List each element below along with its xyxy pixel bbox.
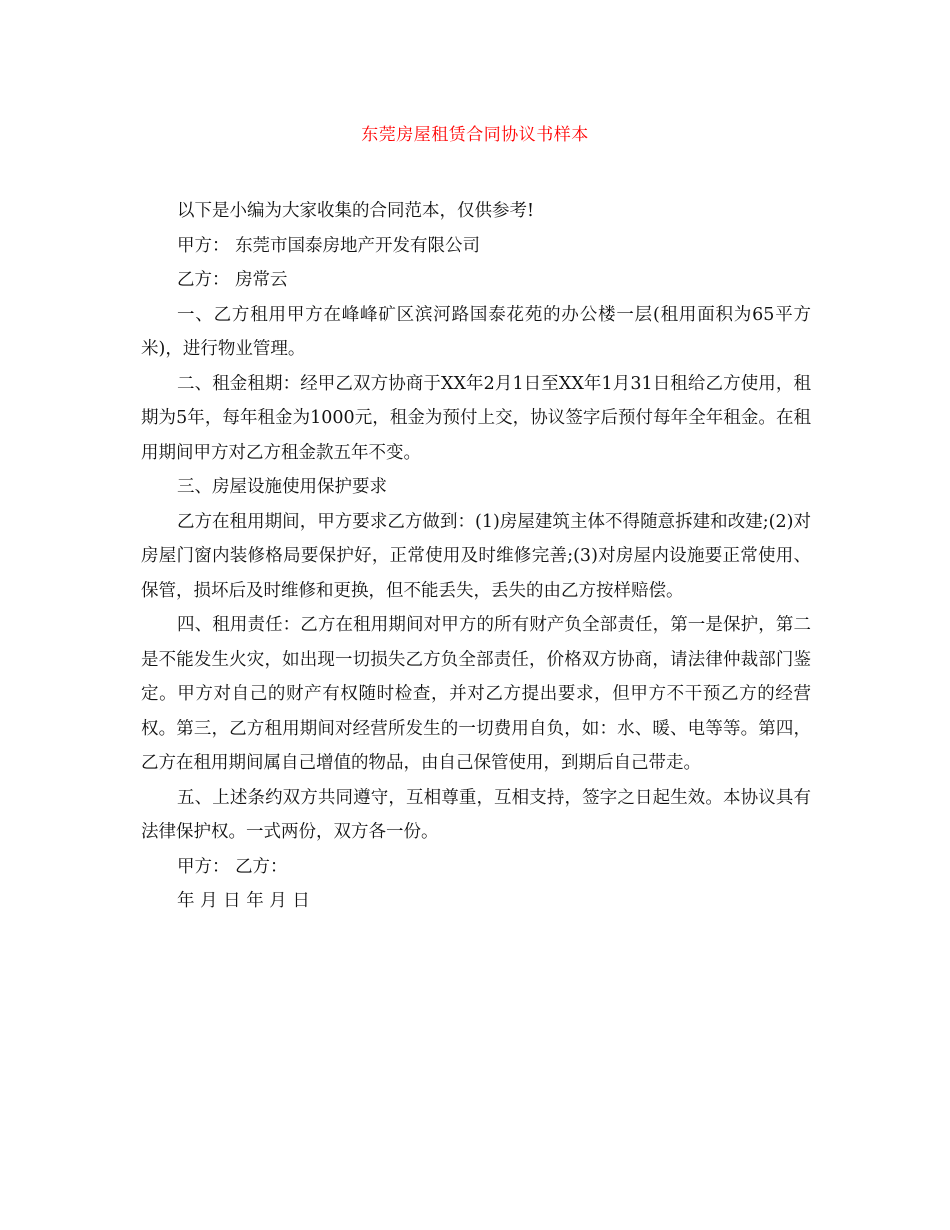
- document-title: 东莞房屋租赁合同协议书样本: [361, 125, 589, 145]
- party-b-line: 乙方： 房常云: [177, 270, 288, 290]
- clause-3-paragraph: 乙方在租用期间，甲方要求乙方做到：(1)房屋建筑主体不得随意拆建和改建;(2)对房屋门窗内装修格局要保护好，正常使用及时维修完善;(3)对房屋内设施要正常使用、保管，损坏后及时维修和更换，但不能丢失，丢失的由乙方按样赔偿。: [141, 511, 811, 601]
- clause-2-paragraph: 二、租金租期：经甲乙双方协商于XX年2月1日至XX年1月31日租给乙方使用，租期为5年，每年租金为1000元，租金为预付上交，协议签字后预付每年全年租金。在租用期间甲方对乙方租金款五年不变。: [141, 373, 811, 463]
- party-a-line: 甲方： 东莞市国泰房地产开发有限公司: [177, 235, 481, 256]
- signature-line: 甲方： 乙方：: [177, 856, 288, 877]
- intro-paragraph: 以下是小编为大家收集的合同范本，仅供参考!: [177, 201, 535, 221]
- clause-3-heading: 三、房屋设施使用保护要求: [177, 477, 387, 497]
- clause-5-paragraph: 五、上述条约双方共同遵守，互相尊重，互相支持，签字之日起生效。本协议具有法律保护权。一式两份，双方各一份。: [141, 787, 811, 842]
- document-body: [141, 194, 811, 919]
- date-line: 年 月 日 年 月 日: [177, 891, 310, 911]
- clause-4-paragraph: 四、租用责任：乙方在租用期间对甲方的所有财产负全部责任，第一是保护，第二是不能发生火灾，如出现一切损失乙方负全部责任，价格双方协商，请法律仲裁部门鉴定。甲方对自己的财产有权随时检查，并对乙方提出要求，但甲方不干预乙方的经营权。第三，乙方租用期间对经营所发生的一切费用自负，如：水、暖、电等等。第四，乙方在租用期间属自己增值的物品，由自己保管使用，到期后自己带走。: [141, 615, 811, 773]
- clause-1-paragraph: 一、乙方租用甲方在峰峰矿区滨河路国泰花苑的办公楼一层(租用面积为65平方米)，进行物业管理。: [141, 304, 811, 359]
